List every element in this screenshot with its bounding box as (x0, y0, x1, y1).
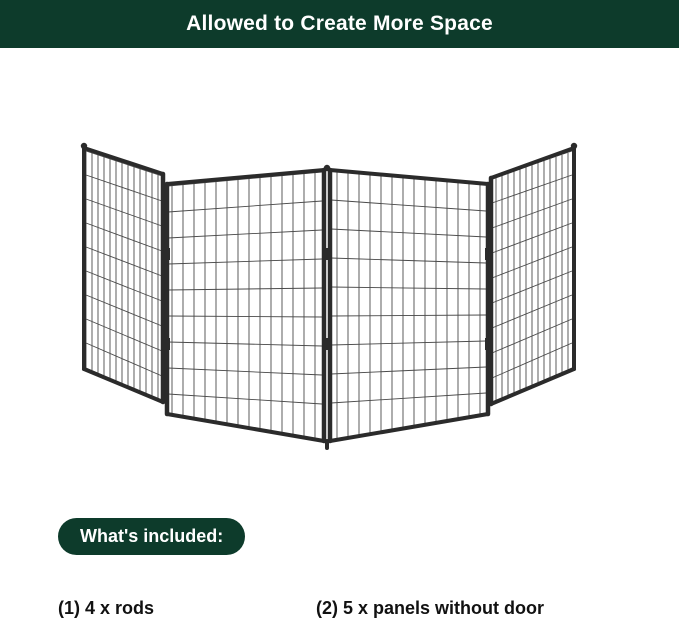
product-image (0, 48, 679, 498)
list-item: (2) 5 x panels without door (316, 598, 545, 618)
header-banner (0, 0, 679, 48)
whats-included-label: What's included: (80, 526, 224, 546)
panel-finial (324, 165, 330, 171)
page-title: Allowed to Create More Space (186, 12, 493, 35)
whats-included-badge (58, 518, 245, 555)
included-items-list (58, 598, 658, 619)
list-item: (1) 4 x rods (58, 598, 155, 618)
fence-panel-4 (491, 143, 577, 404)
fence-panel-1 (81, 143, 163, 402)
panel-finial (571, 143, 577, 149)
panel-hinge (164, 248, 170, 260)
pet-fence-illustration (0, 48, 679, 498)
fence-panel-3 (324, 165, 491, 441)
fence-panel-2 (164, 170, 324, 441)
panel-finial (81, 143, 87, 149)
panel-hinge (164, 338, 170, 350)
